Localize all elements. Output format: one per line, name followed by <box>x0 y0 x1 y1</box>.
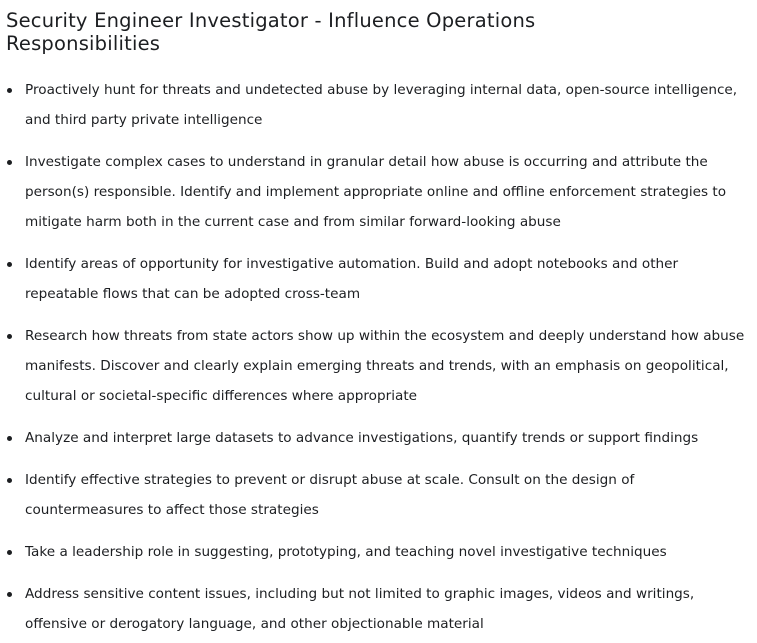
list-item-text: Take a leadership role in suggesting, prototyping, and teaching novel investigative techniques <box>25 544 667 560</box>
list-item <box>6 579 751 639</box>
list-item-text: Analyze and interpret large datasets to advance investigations, quantify trends or support findings <box>25 430 699 446</box>
bullet-icon <box>7 262 12 267</box>
responsibilities-list <box>6 75 751 639</box>
bullet-icon <box>7 88 12 93</box>
bullet-icon <box>7 592 12 597</box>
list-item-text: Research how threats from state actors show up within the ecosystem and deeply understand how abuse manifests. Discover and clearly explain emerging threats and trends, with an emphasis on geopolitical, cultural or societal-specific differences where appropriate <box>25 328 745 404</box>
bullet-icon <box>7 478 12 483</box>
bullet-icon <box>7 334 12 339</box>
list-item-text: Identify areas of opportunity for investigative automation. Build and adopt notebooks and other repeatable flows that can be adopted cross-team <box>25 256 679 302</box>
bullet-icon <box>7 436 12 441</box>
page-title <box>6 9 751 55</box>
title-line-2: Responsibilities <box>6 32 161 55</box>
list-item-text: Identify effective strategies to prevent or disrupt abuse at scale. Consult on the design of countermeasures to affect those strategies <box>25 472 635 518</box>
bullet-icon <box>7 550 12 555</box>
list-item <box>6 321 751 411</box>
list-item-text: Investigate complex cases to understand in granular detail how abuse is occurring and attribute the person(s) responsible. Identify and implement appropriate online and offline enforcement strategies to mitigate harm both in the current case and from similar forward-looking abuse <box>25 154 727 230</box>
list-item <box>6 249 751 309</box>
list-item-text: Address sensitive content issues, including but not limited to graphic images, videos and writings, offensive or derogatory language, and other objectionable material <box>25 586 695 632</box>
list-item <box>6 147 751 237</box>
bullet-icon <box>7 160 12 165</box>
title-line-1: Security Engineer Investigator - Influence Operations <box>6 9 536 32</box>
list-item <box>6 423 751 453</box>
list-item <box>6 465 751 525</box>
list-item <box>6 75 751 135</box>
list-item <box>6 537 751 567</box>
list-item-text: Proactively hunt for threats and undetected abuse by leveraging internal data, open-source intelligence, and third party private intelligence <box>25 82 738 128</box>
